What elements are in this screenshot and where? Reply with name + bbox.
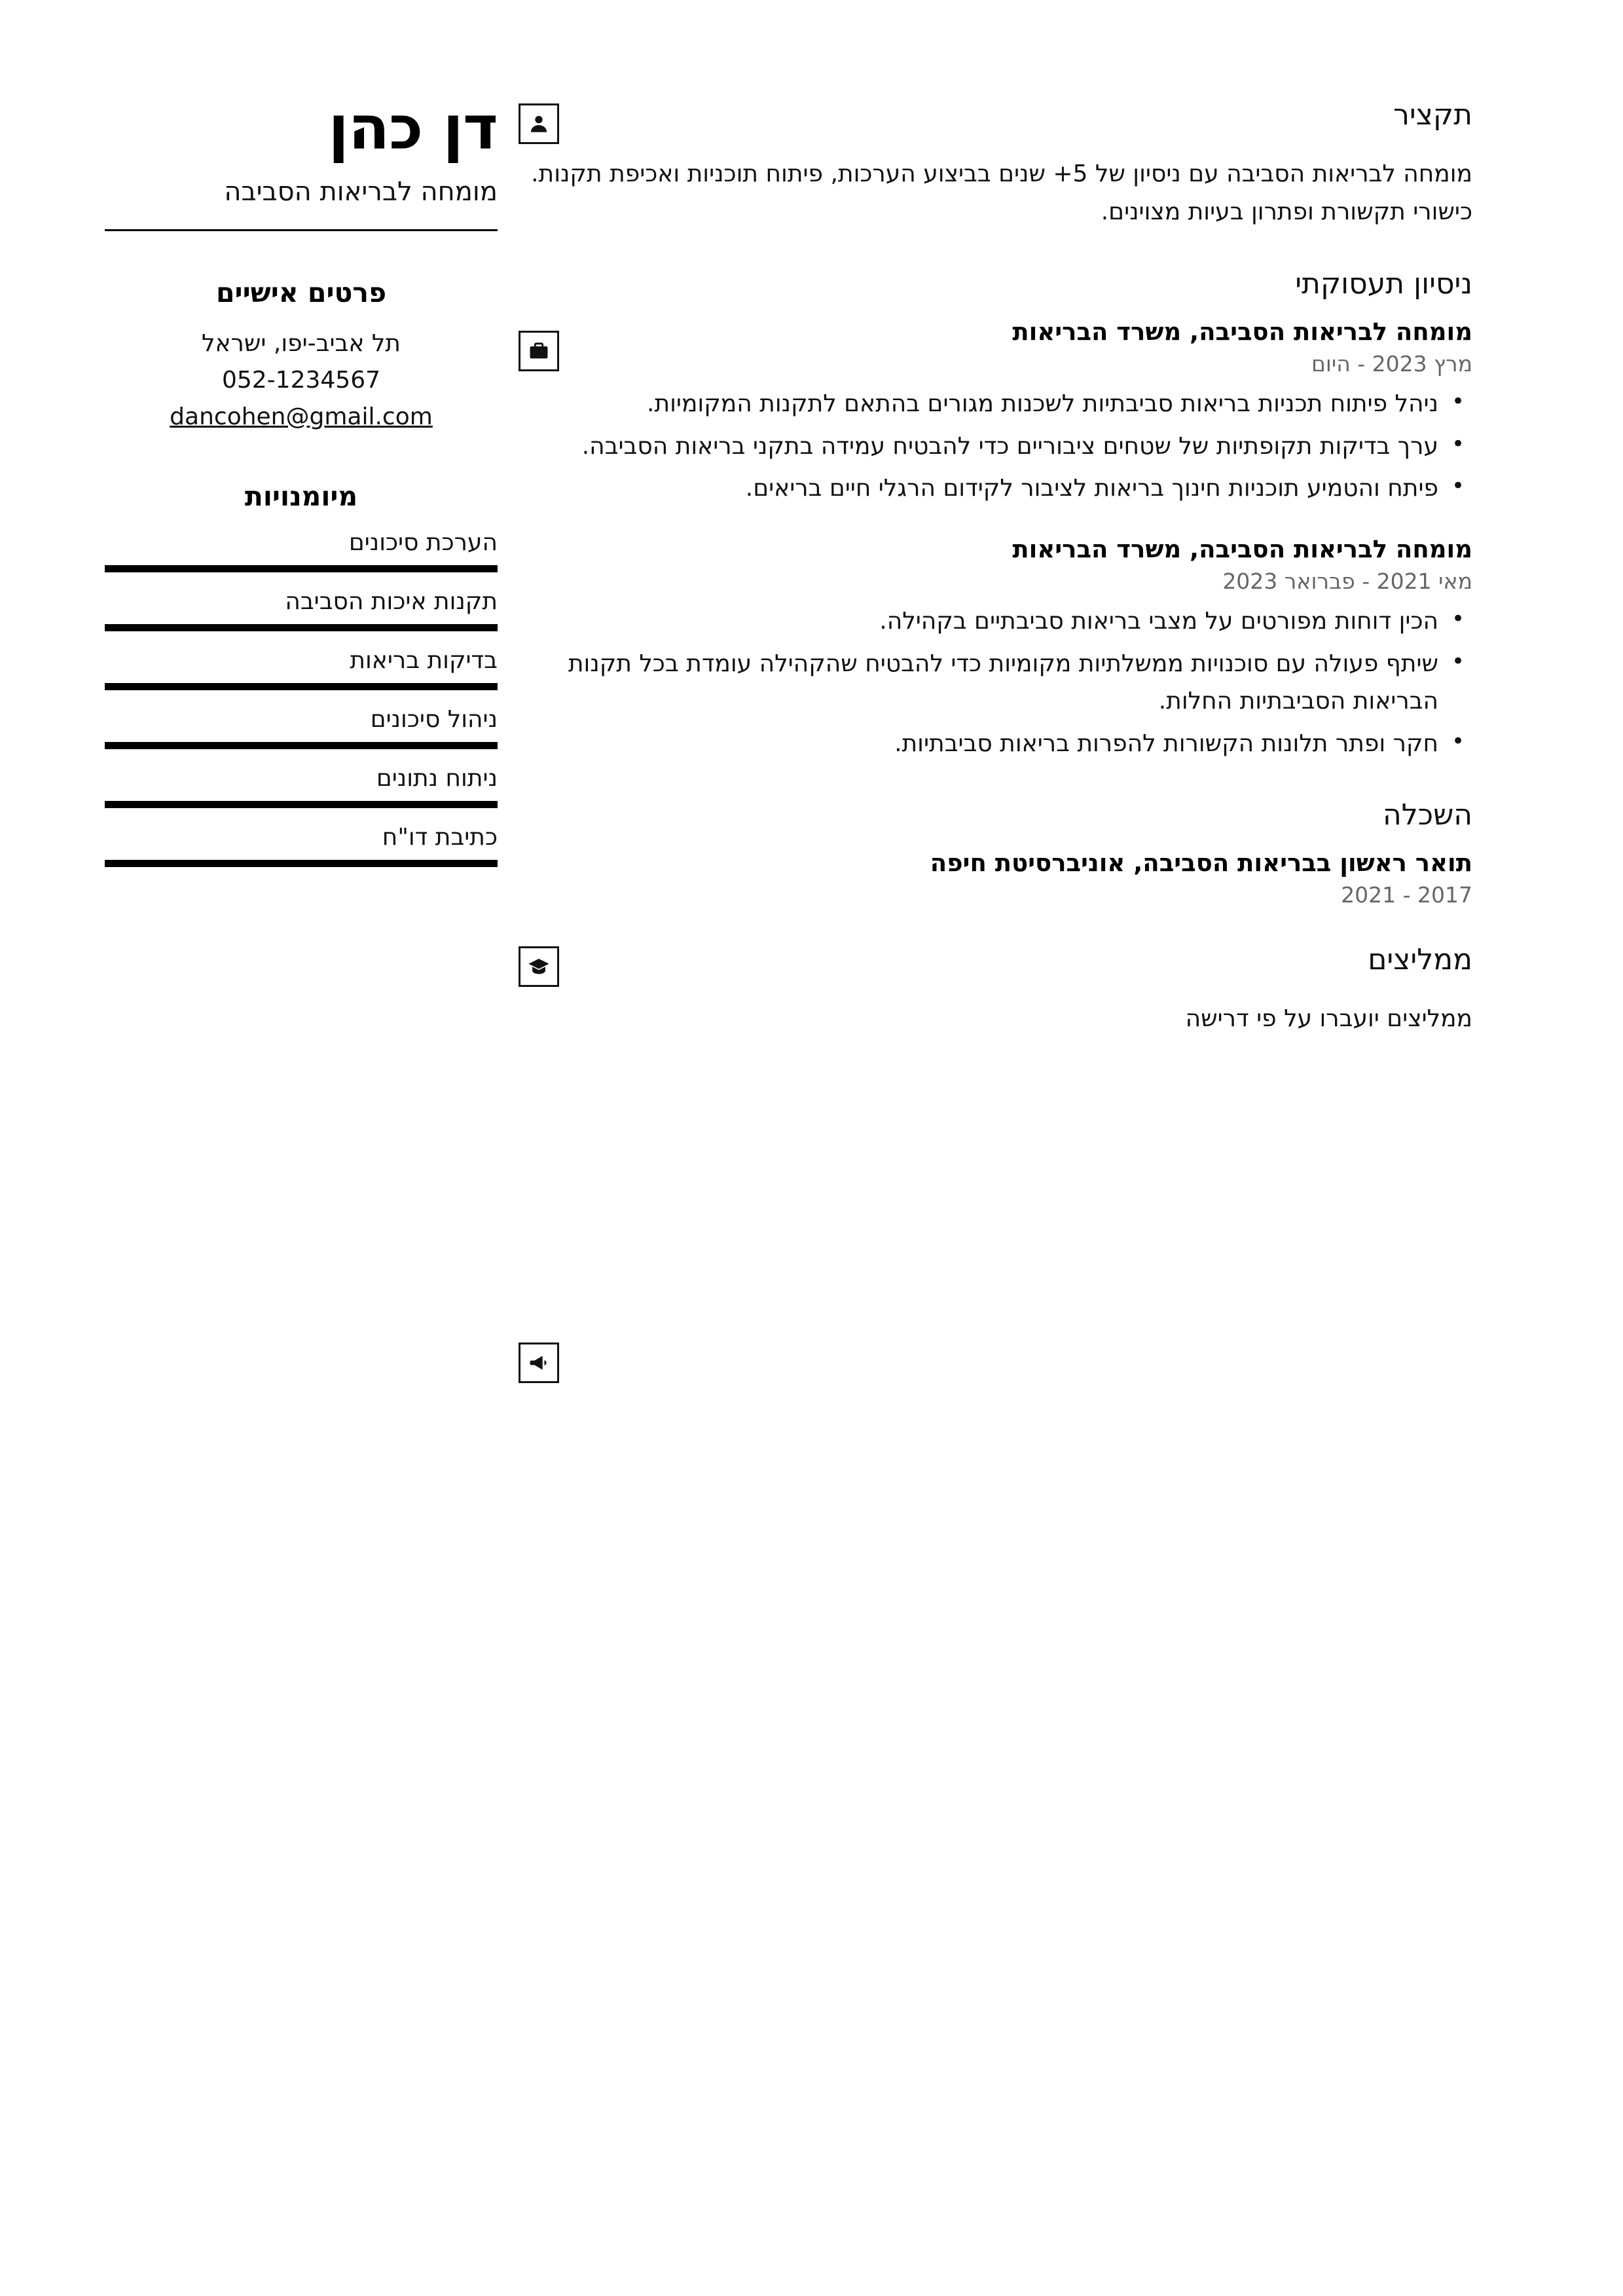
education-degree: תואר ראשון בבריאות הסביבה, אוניברסיטת חיפה [930,848,1472,877]
contact-phone: 052-1234567 [221,366,381,394]
skill-item [105,588,498,631]
job-bullet: • הכין דוחות מפורטים על מצבי בריאות סביבתיים בקהילה. [524,603,1438,640]
skill-bar [105,742,498,749]
candidate-headline: מומחה לבריאות הסביבה [224,177,498,207]
skill-bar [105,860,498,867]
education-dates: 2017 - 2021 [1341,881,1472,908]
education-title: השכלה [1383,798,1472,832]
job-bullet: • שיתף פעולה עם סוכנויות ממשלתיות מקומיות כדי להבטיח שהקהילה עומדת בכל תקנות הבריאות הסביבתיות החלות. [524,646,1438,720]
skill-bar [105,565,498,572]
candidate-name: דן כהן [328,93,498,163]
skill-item [105,765,498,808]
job-title: מומחה לבריאות הסביבה, משרד הבריאות [1012,317,1472,346]
sidebar [79,93,498,2296]
job-title: מומחה לבריאות הסביבה, משרד הבריאות [1012,535,1472,564]
experience-section [524,267,1472,763]
job-bullet: • חקר ופתר תלונות הקשורות להפרות בריאות סביבתיות. [524,726,1438,763]
skill-label: תקנות איכות הסביבה [285,588,498,616]
contact-address: תל אביב-יפו, ישראל [202,330,401,357]
skill-label: בדיקות בריאות [350,647,498,675]
skill-item [105,706,498,749]
job-bullet: • פיתח והטמיע תוכניות חינוך בריאות לציבור לקידום הרגלי חיים בריאים. [524,470,1438,508]
job-bullets [524,603,1472,763]
education-section [524,798,1472,908]
experience-title: ניסיון תעסוקתי [1295,267,1472,301]
summary-title: תקציר [1393,98,1472,132]
references-text: ממליצים יועברו על פי דרישה [1185,1005,1472,1032]
experience-item [524,535,1472,763]
skill-item [105,824,498,867]
summary-section [524,98,1472,232]
graduation-cap-icon [519,946,559,987]
skills-section [105,481,498,867]
job-bullets [524,386,1472,508]
education-item [524,849,1472,908]
skill-bar [105,683,498,690]
job-dates: מאי 2021 - פברואר 2023 [1222,568,1472,595]
contact-section [105,277,498,435]
name-block [105,93,498,231]
main-content [498,98,1544,2296]
skill-bar [105,801,498,808]
job-bullet: • ניהל פיתוח תכניות בריאות סביבתיות לשכנות מגורים בהתאם לתקנות המקומיות. [524,386,1438,423]
references-section [524,943,1472,1038]
skill-bar [105,624,498,631]
experience-item [524,318,1472,508]
header-divider [105,229,498,231]
briefcase-icon [519,331,559,371]
job-bullet: • ערך בדיקות תקופתיות של שטחים ציבוריים כדי להבטיח עמידה בתקני בריאות הסביבה. [524,428,1438,466]
skill-label: הערכת סיכונים [348,529,498,557]
summary-text: מומחה לבריאות הסביבה עם ניסיון של 5+ שנים בביצוע הערכות, פיתוח תוכניות ואכיפת תקנות. כישורי תקשורת ופתרון בעיות מצוינים. [531,160,1472,226]
skill-item [105,647,498,690]
contact-email[interactable]: dancohen@gmail.com [170,403,433,430]
job-dates: מרץ 2023 - היום [1311,350,1472,377]
skill-label: ניהול סיכונים [370,706,498,733]
person-icon [519,103,559,144]
skill-item [105,529,498,572]
contact-section-title: פרטים אישיים [215,277,387,308]
skill-label: ניתוח נתונים [376,765,498,792]
skills-section-title: מיומנויות [244,481,358,513]
megaphone-icon [519,1342,559,1383]
references-title: ממליצים [1368,942,1472,976]
skill-label: כתיבת דו"ח [382,824,498,851]
